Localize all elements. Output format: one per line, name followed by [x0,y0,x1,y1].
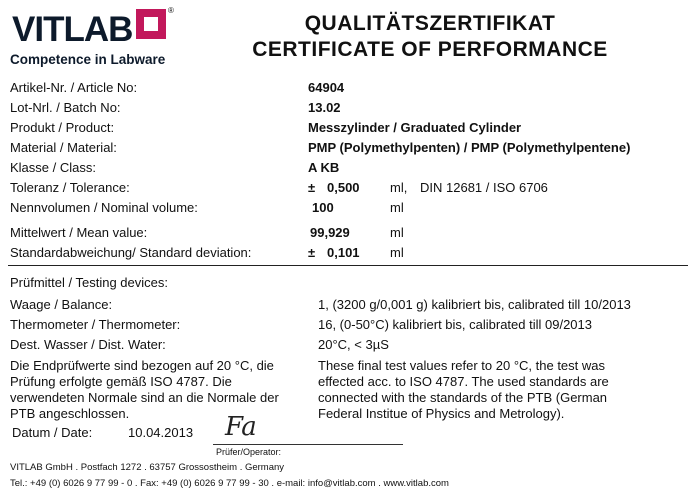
mean-label: Mittelwert / Mean value: [10,225,148,240]
batch-value: 13.02 [308,100,341,115]
balance-label: Waage / Balance: [10,297,113,312]
operator-signature: Fa [225,412,257,442]
nominal-value: 100 [312,200,334,215]
material-label: Material / Material: [10,140,117,155]
footer-address: VITLAB GmbH . Postfach 1272 . 63757 Grossostheim . Germany [10,462,285,473]
title-german: QUALITÄTSZERTIFIKAT [304,12,556,35]
product-label: Produkt / Product: [10,120,115,135]
date-value: 10.04.2013 [128,425,194,440]
operator-label: Prüfer/Operator: [216,447,282,457]
batch-label: Lot-Nrl. / Batch No: [10,100,121,115]
balance-value: 1, (3200 g/0,001 g) kalibriert bis, calibrated till 10/2013 [318,297,631,312]
tolerance-label: Toleranz / Tolerance: [10,180,130,195]
class-label: Klasse / Class: [10,160,96,175]
material-value: PMP (Polymethylpenten) / PMP (Polymethylpentene) [308,140,631,155]
water-value: 20°C, < 3µS [318,337,389,352]
tolerance-norm: DIN 12681 / ISO 6706 [420,180,548,195]
section-divider [8,265,688,266]
product-value: Messzylinder / Graduated Cylinder [308,120,522,135]
logo-tagline: Competence in Labware [10,52,166,67]
footer-contact: Tel.: +49 (0) 6026 9 77 99 - 0 . Fax: +49 (0) 6026 9 77 99 - 30 . e-mail: info@vitlab.com . www.vitlab.com [10,478,449,489]
mean-unit: ml [390,225,404,240]
thermometer-label: Thermometer / Thermometer: [10,317,181,332]
title-english: CERTIFICATE OF PERFORMANCE [252,38,608,61]
thermometer-value: 16, (0-50°C) kalibriert bis, calibrated till 09/2013 [318,317,592,332]
article-label: Artikel-Nr. / Article No: [10,80,138,95]
note-english: These final test values refer to 20 °C, the test was effected acc. to ISO 4787. The used standards are connected with the standards of the PTB (German Federal Institue of Physics and Metrology). [318,358,609,421]
stddev-sign: ± [308,245,316,260]
tolerance-value: 0,500 [327,180,360,195]
tolerance-sign: ± [308,180,316,195]
registered-mark: ® [168,6,174,15]
article-value: 64904 [308,80,345,95]
nominal-unit: ml [390,200,404,215]
stddev-value: 0,101 [327,245,360,260]
nominal-label: Nennvolumen / Nominal volume: [10,200,198,215]
tolerance-unit: ml, [390,180,408,195]
logo-square-icon [136,9,166,39]
note-german: Die Endprüfwerte sind bezogen auf 20 °C, die Prüfung erfolgte gemäß ISO 4787. Die verwendeten Normale sind an die Normale der PTB angeschlossen. [10,358,279,421]
water-label: Dest. Wasser / Dist. Water: [10,337,166,352]
stddev-unit: ml [390,245,404,260]
class-value: A KB [308,160,340,175]
signature-line [213,444,403,445]
stddev-label: Standardabweichung/ Standard deviation: [10,245,252,260]
testing-heading: Prüfmittel / Testing devices: [10,275,168,290]
logo-wordmark: VITLAB [12,10,133,49]
mean-value: 99,929 [310,225,350,240]
date-label: Datum / Date: [12,425,93,440]
